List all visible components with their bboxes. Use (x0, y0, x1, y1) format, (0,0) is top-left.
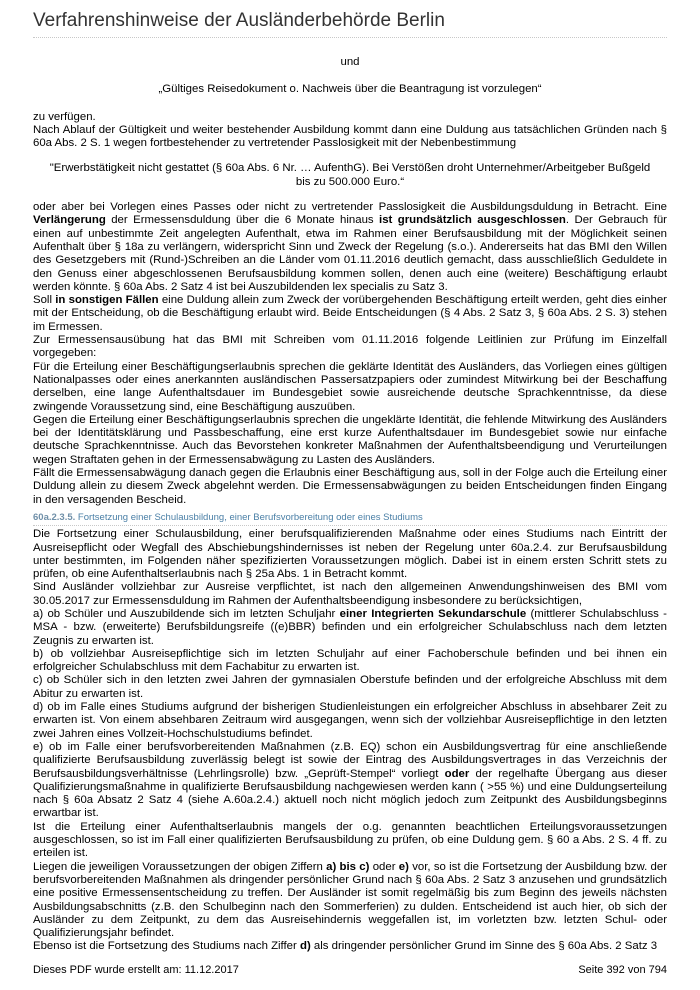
paragraph-gegen-erteilung: Gegen die Erteilung einer Beschäftigungserlaubnis sprechen die ungeklärte Identität, die fehlende Mitwirkung des Ausländers bei der Identitätsklärung und Passbeschaffung, eine erst kurze Aufenthaltsdauer im Bundesgebiet sowie nur einfache deutsche Sprachkenntnisse. Auch das Bevorstehen konkreter Maßnahmen der Aufenthaltsbeendigung und Verurteilungen wegen Straftaten gehen in der Ermessensabwägung zu Lasten des Ausländers. (33, 413, 667, 466)
paragraph-ist-erteilung: Ist die Erteilung einer Aufenthaltserlaubnis mangels der o.g. genannten beachtlichen Erteilungsvoraussetzungen ausgeschlossen, so ist im Fall einer qualifizierten Berufsausbildung zu prüfen, ob eine Duldung gem. § 60 a Abs. 2 S. 4 ff. zu erteilen ist. (33, 820, 667, 860)
page-number: Seite 392 von 794 (578, 964, 667, 976)
page-header (33, 10, 667, 38)
section-heading (33, 511, 667, 526)
created-date: Dieses PDF wurde erstellt am: 11.12.2017 (33, 964, 239, 976)
list-item-e: e) ob im Falle einer berufsvorbereitenden Maßnahmen (z.B. EQ) schon ein Ausbildungsvertrag für eine anschließende qualifizierte Berufsausbildung zuverlässig belegt ist sowie der Eintrag des Ausbildungsvertrages in das Verzeichnis der Berufsausbildungsverhältnisse (Lehrlingsrolle) bzw. „Geprüft-Stempel“ vorliegt oder der regelhafte Übergang aus dieser Qualifizierungsmaßnahme in qualifizierte Berufsausbildung nachgewiesen werden kann ( >55 %) und eine Duldungserteilung nach § 60a Absatz 2 Satz 4 (siehe A.60a.2.4.) aktuell noch nicht möglich jedoch zum Zeitpunkt des Ausbildungsbeginns erwartbar ist. (33, 740, 667, 820)
document-title: Verfahrenshinweise der Ausländerbehörde Berlin (33, 10, 445, 31)
quote-erwerbstaetigkeit: "Erwerbstätigkeit nicht gestattet (§ 60a Abs. 6 Nr. … AufenthG). Bei Verstößen droht Unternehmer/Arbeitgeber Bußgeld bis zu 500.000 Euro.“ (49, 162, 651, 188)
paragraph-soll: Soll in sonstigen Fällen eine Duldung allein zum Zweck der vorübergehenden Beschäftigung erteilt werden, geht dies einher mit der Entscheidung, ob die Beschäftigung erlaubt wird. Beide Entscheidungen (§ 4 Abs. 2 Satz 3, § 60a Abs. 2 S. 3) stehen im Ermessen. (33, 294, 667, 333)
paragraph-liegen: Liegen die jeweiligen Voraussetzungen der obigen Ziffern a) bis c) oder e) vor, so ist die Fortsetzung der Ausbildung bzw. der berufsvorbereitenden Maßnahmen als dringender persönlicher Grund nach § 60a Abs. 2 Satz 3 anzusehen und grundsätzlich eine positive Ermessensentscheidung zu treffen. Der Ausländer ist somit regelmäßig bis zum Beginn des jeweils nächsten Ausbildungsabschnitts (z.B. den Schulbeginn nach den Sommerferien) zu dulden. Entscheidend ist auch hier, ob sich der Ausländer zu dem Zeitpunkt, zu dem das Ausreisehindernis weggefallen ist, im vorletzten bzw. letzten Schul- oder Qualifizierungsjahr befindet. (33, 860, 667, 940)
paragraph-fuer-erteilung: Für die Erteilung einer Beschäftigungserlaubnis sprechen die geklärte Identität des Ausländers, das Vorliegen eines gültigen Nationalpasses oder eines anerkannten ausländischen Passersatzpapiers oder zumindest Mitwirkung bei der Beschaffung derselben, eine lange Aufenthaltsdauer im Bundesgebiet sowie ausreichende deutsche Sprachkenntnisse, da diese zwingende Voraussetzung sind, eine Beschäftigung auszuüben. (33, 360, 667, 413)
paragraph-oder-aber: oder aber bei Vorlegen eines Passes oder nicht zu vertretender Passlosigkeit die Ausbildungsduldung in Betracht. Eine Verlängerung der Ermessensduldung über die 6 Monate hinaus ist grundsätzlich ausgeschlossen. Der Gebrauch für einen auf unbestimmte Zeit angelegten Aufenthalt, etwa im Rahmen einer Berufsausbildung mit der Möglichkeit seinen Aufenthalt über § 18a zu verlängern, widerspricht Sinn und Zweck der Regelung (s.o.). Andererseits hat das BMI den Willen des Gesetzgebers mit (Rund-)Schreiben an die Länder vom 01.11.2016 deutlich gemacht, dass ausschließlich Geduldete in den Genuss einer abgeschlossenen Berufsausbildung kommen sollen, denen auch eine (weitere) Beschäftigung erlaubt werden könnte. § 60a Abs. 2 Satz 4 ist bei Auszubildenden lex specialis zu Satz 3. (33, 201, 667, 293)
paragraph-nach-ablauf: Nach Ablauf der Gültigkeit und weiter bestehender Ausbildung kommt dann eine Duldung aus tatsächlichen Gründen nach § 60a Abs. 2 S. 1 wegen fortbestehender zu vertretender Passlosigkeit mit der Nebenbestimmung (33, 123, 667, 150)
paragraph-fortsetzung: Die Fortsetzung einer Schulausbildung, einer berufsqualifizierenden Maßnahme oder eines Studiums nach Eintritt der Ausreisepflicht oder Wegfall des Abschiebungshindernisses ist neben der Regelung unter 60a.2.4. zur Berufsausbildung unter bestimmten, im Folgenden näher spezifizierten Voraussetzungen möglich. Dabei ist in einem ersten Schritt stets zu prüfen, ob eine Aufenthaltserlaubnis nach § 25a Abs. 1 in Betracht kommt. (33, 528, 667, 581)
page-footer (33, 964, 667, 976)
text-und: und (340, 56, 360, 68)
paragraph-zu-verfuegen: zu verfügen. (33, 110, 96, 123)
paragraph-ermessensausuebung: Zur Ermessensausübung hat das BMI mit Schreiben vom 01.11.2016 folgende Leitlinien zur Prüfung im Einzelfall vorgegeben: (33, 334, 667, 360)
list-item-d: d) ob im Falle eines Studiums aufgrund der bisherigen Studienleistungen ein erfolgreicher Abschluss in absehbarer Zeit zu erwarten ist. Von einem absehbaren Zeitraum wird ausgegangen, wenn sich der vollziehbar Ausreisepflichtige in den letzten zwei Jahren eines Vollzeit-Hochschulstudiums befindet. (33, 701, 667, 740)
section-number: 60a.2.3.5. (33, 511, 76, 523)
paragraph-sind-auslaender: Sind Ausländer vollziehbar zur Ausreise verpflichtet, ist nach den allgemeinen Anwendungshinweisen des BMI vom 30.05.2017 zur Ermessensduldung im Rahmen der Aufenthaltsbeendigung insbesondere zu berücksichtigen, (33, 581, 667, 607)
paragraph-faellt: Fällt die Ermessensabwägung danach gegen die Erlaubnis einer Beschäftigung aus, soll in der Folge auch die Erteilung einer Duldung allein zu diesem Zweck abgelehnt werden. Die Ermessensabwägungen zu beiden Entscheidungen finden Eingang in den versagenden Bescheid. (33, 467, 667, 506)
quote-reisedokument: „Gültiges Reisedokument o. Nachweis über die Beantragung ist vorzulegen“ (158, 83, 542, 96)
document-body (33, 56, 667, 954)
list-item-b: b) ob vollziehbar Ausreisepflichtige sich im letzten Schuljahr auf einer Fachoberschule befinden und bei ihnen ein erfolgreicher Schulabschluss mit dem Fachabitur zu erwarten ist. (33, 647, 667, 674)
list-item-a: a) ob Schüler und Auszubildende sich im letzten Schuljahr einer Integrierten Sekundarschule (mittlerer Schulabschluss - MSA - bzw. (erweiterte) Berufsbildungsreife ((e)BBR) befinden und ein erfolgreicher Schulabschluss nach dem letzten Zeugnis zu erwarten ist. (33, 607, 667, 647)
list-item-c: c) ob Schüler sich in den letzten zwei Jahren der gymnasialen Oberstufe befinden und der erfolgreiche Abschluss mit dem Abitur zu erwarten ist. (33, 674, 667, 700)
paragraph-ebenso: Ebenso ist die Fortsetzung des Studiums nach Ziffer d) als dringender persönlicher Grund im Sinne des § 60a Abs. 2 Satz 3 (33, 940, 658, 953)
section-title: Fortsetzung einer Schulausbildung, einer Berufsvorbereitung oder eines Studiums (75, 511, 423, 523)
